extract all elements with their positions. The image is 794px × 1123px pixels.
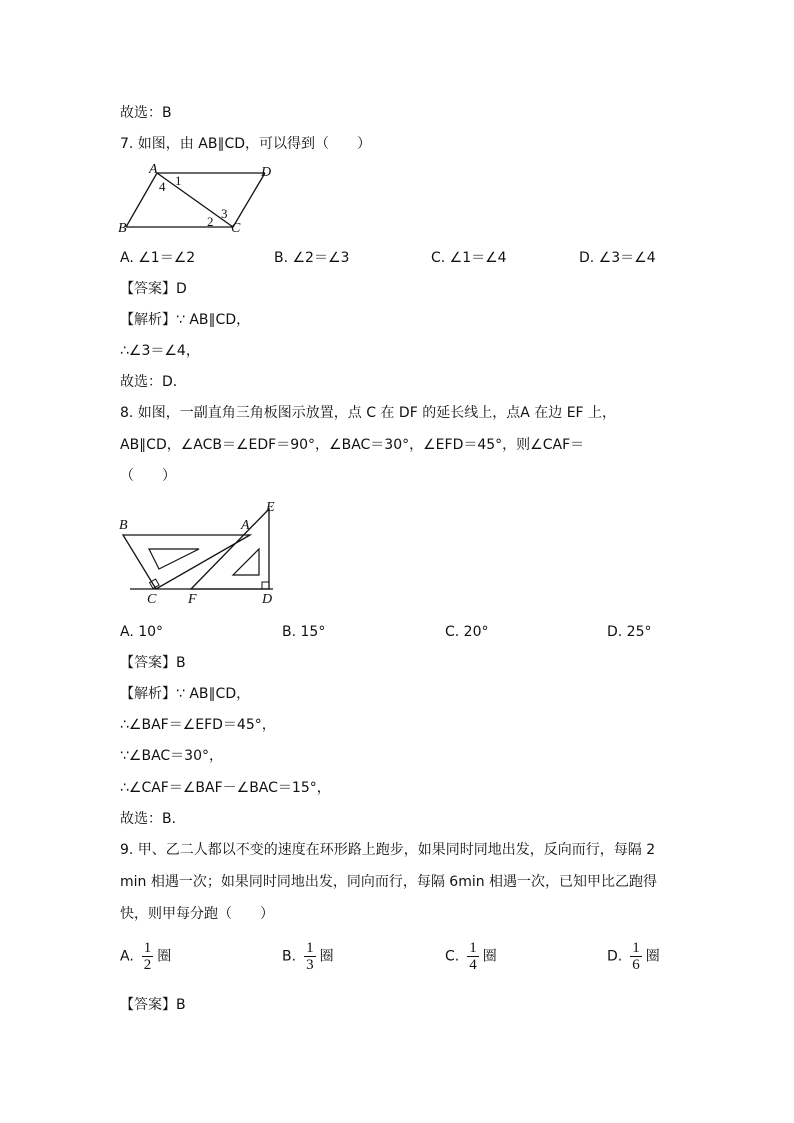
q8-analysis-line: 【解析】∵ AB∥CD，: [120, 686, 251, 702]
q8-option-b: B. 15°: [282, 624, 326, 640]
q9-stem-line: 快，则甲每分跑（ ）: [120, 906, 274, 922]
option-letter: C.: [445, 948, 460, 965]
option-letter: B.: [282, 948, 297, 965]
fraction: [630, 940, 642, 973]
q8-analysis-line: 故选：B．: [120, 811, 186, 827]
q7-option-c: C. ∠1＝∠4: [431, 250, 507, 266]
q8-analysis-line: ∴∠BAF＝∠EFD＝45°，: [120, 717, 276, 733]
q7-angle-1: 1: [175, 173, 182, 188]
q7-label-A: A: [149, 162, 158, 177]
option-letter: D.: [607, 948, 623, 965]
q7-option-d: D. ∠3＝∠4: [579, 250, 656, 266]
q7-analysis-line: 故选：D．: [120, 374, 187, 390]
q8-option-c: C. 20°: [445, 624, 489, 640]
q7-stem: 7. 如图，由 AB∥CD，可以得到（ ）: [120, 136, 371, 152]
q7-label-B: B: [118, 221, 127, 236]
denominator: 4: [469, 957, 477, 973]
q8-label-B: B: [119, 518, 128, 533]
q7-angle-3: 3: [221, 206, 228, 221]
q9-stem-line: 9. 甲、乙二人都以不变的速度在环形路上跑步，如果同时同地出发，反向而行，每隔 2: [120, 842, 656, 858]
fraction: [467, 940, 479, 973]
option-letter: A.: [120, 948, 134, 965]
q7-label-C: C: [231, 221, 241, 236]
prev-choice: 故选：B: [120, 105, 172, 121]
option-unit: 圈: [319, 948, 334, 965]
numerator: 1: [469, 940, 477, 956]
q8-stem-line: （ ）: [120, 468, 176, 484]
q7-analysis-line: ∴∠3＝∠4，: [120, 343, 200, 359]
numerator: 1: [143, 940, 152, 956]
q9-option-b: [282, 940, 334, 973]
option-unit: 圈: [157, 948, 172, 965]
denominator: 6: [632, 957, 640, 973]
q9-option-a: [120, 940, 171, 973]
q7-answer: 【答案】D: [120, 281, 187, 297]
q8-label-D: D: [262, 592, 273, 607]
q7-label-D: D: [261, 165, 272, 180]
numerator: 1: [632, 940, 640, 956]
q7-figure: [115, 160, 285, 238]
q8-analysis-line: ∵∠BAC＝30°，: [120, 748, 223, 764]
denominator: 2: [143, 957, 152, 973]
q9-answer: 【答案】B: [120, 997, 186, 1013]
q8-option-a: A. 10°: [120, 624, 164, 640]
q7-analysis-line: 【解析】∵ AB∥CD，: [120, 312, 251, 328]
q7-option-a: A. ∠1＝∠2: [120, 250, 196, 266]
q8-stem-line: AB∥CD，∠ACB＝∠EDF＝90°，∠BAC＝30°，∠EFD＝45°，则∠CAF＝: [120, 437, 585, 453]
fraction: [304, 940, 316, 973]
q7-option-b: B. ∠2＝∠3: [274, 250, 350, 266]
q8-answer: 【答案】B: [120, 655, 186, 671]
option-unit: 圈: [482, 948, 497, 965]
q8-analysis-line: ∴∠CAF＝∠BAF－∠BAC＝15°，: [120, 780, 331, 796]
q8-figure: [115, 497, 290, 609]
q8-label-C: C: [147, 592, 157, 607]
fraction: [142, 940, 154, 973]
q7-angle-4: 4: [159, 179, 166, 194]
q9-option-d: [607, 940, 660, 973]
q8-option-d: D. 25°: [607, 624, 652, 640]
q9-option-c: [445, 940, 497, 973]
q9-stem-line: min 相遇一次；如果同时同地出发，同向而行，每隔 6min 相遇一次，已知甲比乙跑得: [120, 874, 658, 890]
q8-stem-line: 8. 如图，一副直角三角板图示放置，点 C 在 DF 的延长线上，点A 在边 EF 上，: [120, 405, 617, 421]
denominator: 3: [306, 957, 314, 973]
option-unit: 圈: [645, 948, 660, 965]
q8-label-A: A: [241, 518, 250, 533]
q7-angle-2: 2: [207, 214, 214, 229]
q8-label-E: E: [266, 500, 275, 515]
q8-label-F: F: [188, 592, 197, 607]
numerator: 1: [306, 940, 314, 956]
